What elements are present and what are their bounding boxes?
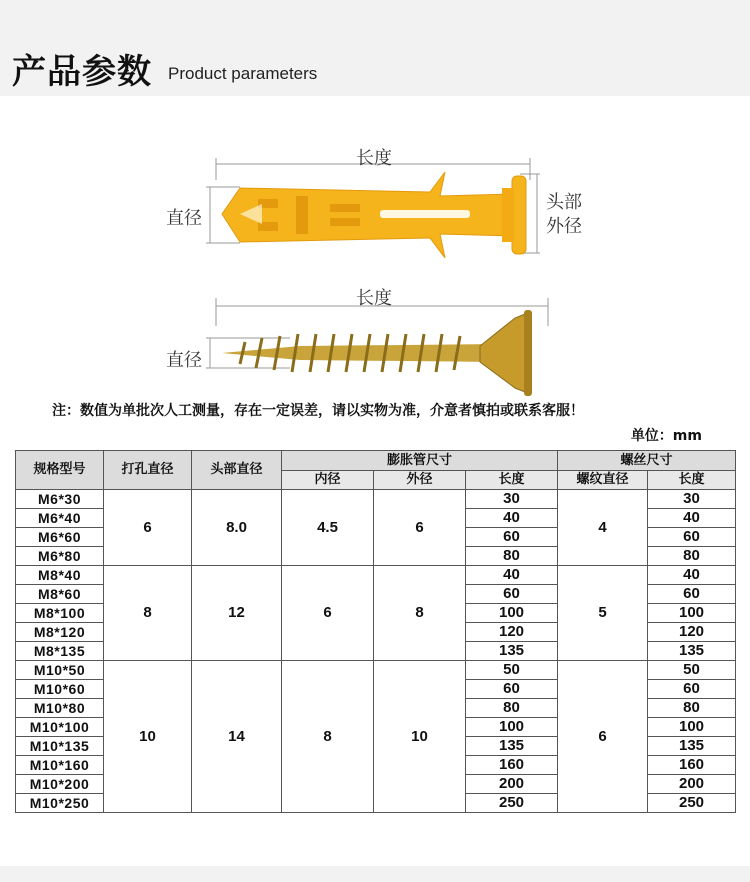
- cell-model: M8*120: [16, 623, 104, 642]
- cell-model: M8*135: [16, 642, 104, 661]
- cell-tube-length: 100: [466, 604, 558, 623]
- cell-model: M8*60: [16, 585, 104, 604]
- cell-tube-length: 60: [466, 585, 558, 604]
- cell-tube-outer: 6: [374, 490, 466, 566]
- anchor-diameter-label: 直径: [166, 208, 202, 229]
- cell-model: M8*100: [16, 604, 104, 623]
- header-tube-outer: 外径: [374, 471, 466, 490]
- cell-model: M10*160: [16, 756, 104, 775]
- cell-tube-inner: 4.5: [282, 490, 374, 566]
- cell-model: M10*100: [16, 718, 104, 737]
- anchor-illustration: [222, 172, 526, 258]
- cell-tube-length: 135: [466, 642, 558, 661]
- cell-tube-length: 60: [466, 680, 558, 699]
- cell-drill: 8: [104, 566, 192, 661]
- cell-screw-diameter: 4: [558, 490, 648, 566]
- screw-illustration: [222, 310, 532, 396]
- anchor-head-label-bottom: 外径: [546, 216, 582, 237]
- table-row: [16, 490, 736, 509]
- cell-screw-length: 60: [648, 528, 736, 547]
- anchor-length-label: 长度: [356, 148, 392, 169]
- header-screw-length: 长度: [648, 471, 736, 490]
- cell-model: M10*80: [16, 699, 104, 718]
- header-tube: 膨胀管尺寸: [282, 451, 558, 471]
- cell-screw-length: 50: [648, 661, 736, 680]
- cell-model: M6*60: [16, 528, 104, 547]
- cell-tube-length: 40: [466, 566, 558, 585]
- cell-head: 8.0: [192, 490, 282, 566]
- cell-model: M6*40: [16, 509, 104, 528]
- cell-model: M10*60: [16, 680, 104, 699]
- cell-screw-length: 30: [648, 490, 736, 509]
- cell-screw-length: 100: [648, 604, 736, 623]
- header-screw-diameter: 螺纹直径: [558, 471, 648, 490]
- cell-model: M6*80: [16, 547, 104, 566]
- spec-table: [15, 450, 736, 813]
- cell-screw-length: 100: [648, 718, 736, 737]
- cell-tube-length: 250: [466, 794, 558, 813]
- cell-screw-length: 80: [648, 547, 736, 566]
- cell-model: M10*135: [16, 737, 104, 756]
- cell-tube-length: 135: [466, 737, 558, 756]
- cell-tube-inner: 8: [282, 661, 374, 813]
- cell-head: 14: [192, 661, 282, 813]
- cell-model: M10*250: [16, 794, 104, 813]
- header-head: 头部直径: [192, 451, 282, 490]
- page-subtitle: Product parameters: [168, 64, 318, 83]
- cell-tube-length: 80: [466, 547, 558, 566]
- page-footer: [0, 866, 750, 882]
- cell-head: 12: [192, 566, 282, 661]
- cell-tube-length: 80: [466, 699, 558, 718]
- cell-screw-length: 200: [648, 775, 736, 794]
- cell-screw-length: 120: [648, 623, 736, 642]
- cell-screw-length: 160: [648, 756, 736, 775]
- cell-screw-length: 135: [648, 642, 736, 661]
- cell-tube-length: 160: [466, 756, 558, 775]
- cell-screw-length: 60: [648, 680, 736, 699]
- unit-label: 单位：mm: [630, 428, 702, 444]
- measurement-note: 注：数值为单批次人工测量，存在一定误差，请以实物为准，介意者慎拍或联系客服！: [52, 403, 584, 419]
- cell-tube-length: 120: [466, 623, 558, 642]
- header-drill: 打孔直径: [104, 451, 192, 490]
- cell-model: M10*200: [16, 775, 104, 794]
- cell-drill: 6: [104, 490, 192, 566]
- page-title: 产品参数: [12, 52, 152, 92]
- cell-tube-length: 100: [466, 718, 558, 737]
- page-header: [0, 0, 750, 96]
- product-diagram: [0, 96, 750, 396]
- cell-screw-length: 135: [648, 737, 736, 756]
- cell-drill: 10: [104, 661, 192, 813]
- cell-tube-length: 30: [466, 490, 558, 509]
- table-row: [16, 566, 736, 585]
- cell-tube-length: 50: [466, 661, 558, 680]
- spec-table-body: [16, 490, 736, 813]
- cell-screw-diameter: 5: [558, 566, 648, 661]
- header-tube-length: 长度: [466, 471, 558, 490]
- header-screw: 螺丝尺寸: [558, 451, 736, 471]
- cell-screw-length: 40: [648, 566, 736, 585]
- table-row: [16, 661, 736, 680]
- cell-screw-length: 250: [648, 794, 736, 813]
- cell-tube-outer: 10: [374, 661, 466, 813]
- screw-diameter-label: 直径: [166, 350, 202, 371]
- screw-length-label: 长度: [356, 288, 392, 309]
- cell-model: M8*40: [16, 566, 104, 585]
- cell-screw-length: 40: [648, 509, 736, 528]
- cell-tube-length: 200: [466, 775, 558, 794]
- anchor-head-label-top: 头部: [546, 192, 582, 213]
- cell-tube-length: 40: [466, 509, 558, 528]
- cell-tube-outer: 8: [374, 566, 466, 661]
- header-model: 规格型号: [16, 451, 104, 490]
- cell-screw-diameter: 6: [558, 661, 648, 813]
- cell-model: M6*30: [16, 490, 104, 509]
- cell-screw-length: 60: [648, 585, 736, 604]
- dimension-lines: [0, 96, 750, 396]
- header-tube-inner: 内径: [282, 471, 374, 490]
- cell-model: M10*50: [16, 661, 104, 680]
- cell-tube-length: 60: [466, 528, 558, 547]
- cell-tube-inner: 6: [282, 566, 374, 661]
- cell-screw-length: 80: [648, 699, 736, 718]
